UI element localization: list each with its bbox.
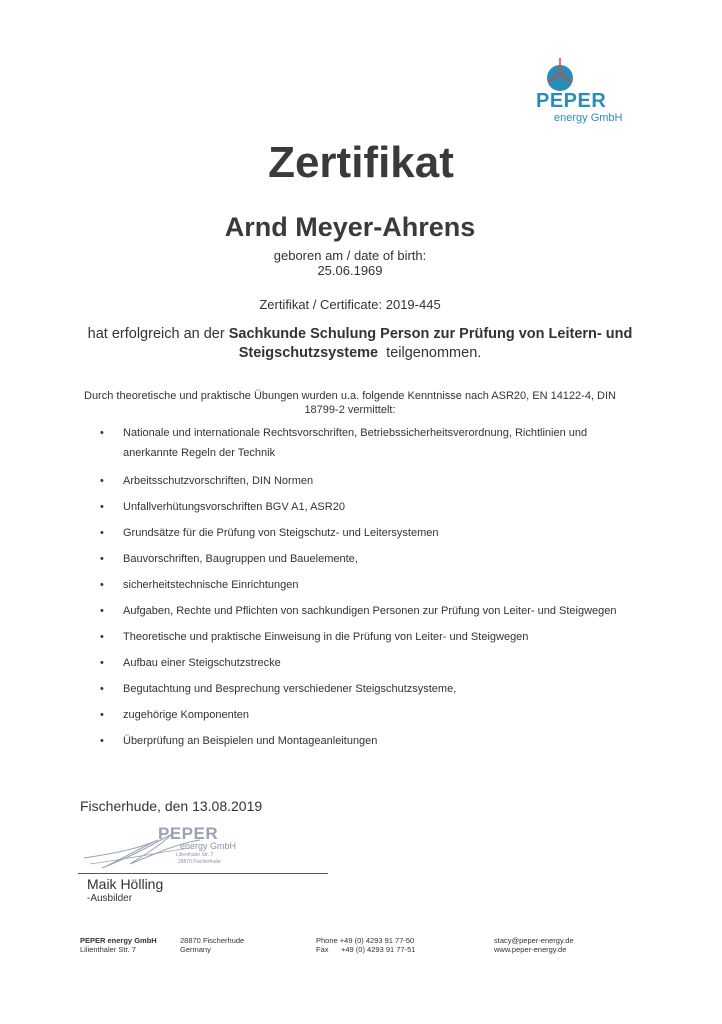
birth-date: 25.06.1969 [317,263,383,278]
list-item: • Grundsätze für die Prüfung von Steigschutz- und Leitersystemen [100,527,620,540]
footer-company [80,936,157,954]
footer-company-name: PEPER energy GmbH [80,936,157,945]
list-item: • Überprüfung an Beispielen und Montageanleitungen [100,735,620,748]
list-item: • Nationale und internationale Rechtsvorschriften, Betriebssicherheitsverordnung, Richtlinien und anerkannte Regeln der Technik [100,423,620,463]
footer-website: www.peper-energy.de [494,945,567,954]
footer-contact [316,936,415,954]
signature-line [78,873,328,874]
footer-phone: Phone +49 (0) 4293 91 77-50 [316,936,415,945]
list-item: • Theoretische und praktische Einweisung in die Prüfung von Leiter- und Steigwegen [100,631,620,644]
statement-suffix: teilgenommen. [378,345,482,361]
stamp-street: Lilienthaler Str. 7 [176,852,214,858]
signer-role: -Ausbilder [87,893,133,904]
list-item: • Arbeitsschutzvorschriften, DIN Normen [100,475,620,488]
list-item: • Aufbau einer Steigschutzstrecke [100,657,620,670]
company-stamp [80,822,330,874]
footer-fax: Fax +49 (0) 4293 91 77-51 [316,945,416,954]
footer-country: Germany [180,945,211,954]
list-item: • Aufgaben, Rechte und Pflichten von sachkundigen Personen zur Prüfung von Leiter- und Steigwegen [100,605,620,618]
footer-street: Lilienthaler Str. 7 [80,945,136,954]
list-item: • zugehörige Komponenten [100,709,620,722]
stamp-subtitle: energy GmbH [180,841,237,851]
list-item: • sicherheitstechnische Einrichtungen [100,579,620,592]
birth-label: geboren am / date of birth: [273,248,427,263]
footer-web [494,936,574,954]
footer-email: stacy@peper-energy.de [494,936,574,945]
completion-statement [60,325,660,363]
list-item: • Unfallverhütungsvorschriften BGV A1, ASR20 [100,501,620,514]
logo-subtitle: energy GmbH [554,112,623,124]
logo-name: PEPER [536,90,607,112]
footer-city: 28870 Fischerhude [180,936,245,945]
stamp-city: 28870 Fischerhude [178,859,221,865]
recipient-name: Arnd Meyer-Ahrens [224,212,476,242]
certificate-title: Zertifikat [268,138,454,187]
course-name: Sachkunde Schulung Person zur Prüfung von Leitern- und Steigschutzsysteme [228,326,633,361]
list-item: • Bauvorschriften, Baugruppen und Bauelemente, [100,553,620,566]
wind-turbine-icon [538,56,578,92]
footer-address [180,936,244,954]
stamp-name: PEPER [158,824,219,843]
signer-name: Maik Hölling [87,876,164,892]
topics-list [100,423,620,748]
topics-intro: Durch theoretische und praktische Übungen wurden u.a. folgende Kenntnisse nach ASR20, EN 14122-4, DIN 18799-2 vermittelt: [84,390,616,416]
place-and-date: Fischerhude, den 13.08.2019 [80,798,263,814]
company-logo [528,56,628,126]
certificate-number: Zertifikat / Certificate: 2019-445 [259,297,441,312]
statement-prefix: hat erfolgreich an der [87,326,229,342]
list-item: • Begutachtung und Besprechung verschiedener Steigschutzsysteme, [100,683,620,696]
